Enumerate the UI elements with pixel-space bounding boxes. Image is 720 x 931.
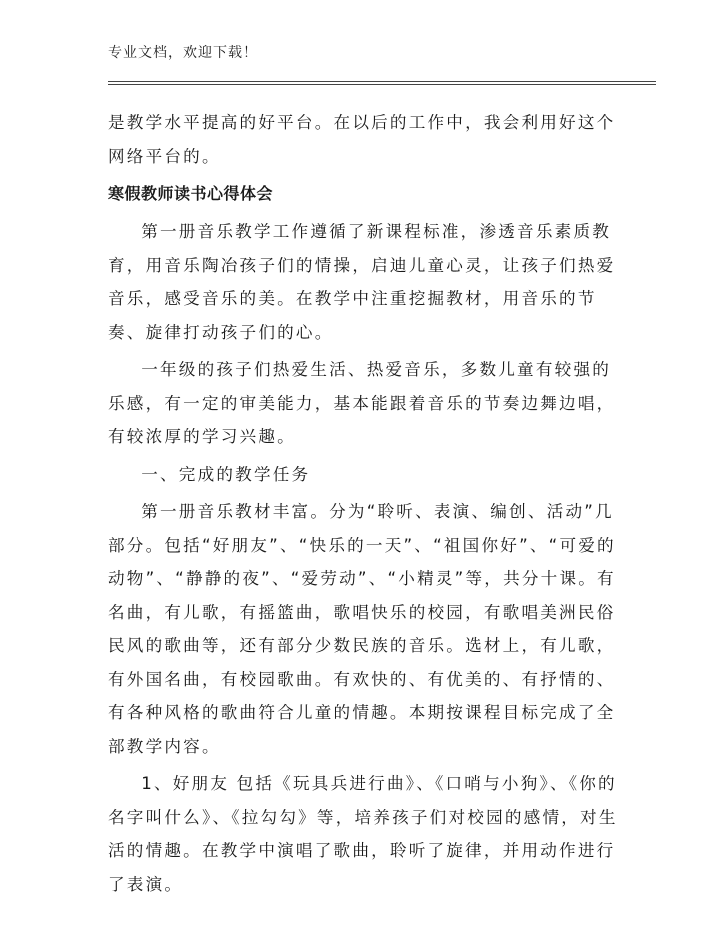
document-body bbox=[108, 106, 624, 901]
paragraph-4: 1、好朋友 包括《玩具兵进行曲》、《口哨与小狗》、《你的名字叫什么》、《拉勾勾》等，培养孩子们对校园的感情，对生活的情趣。在教学中演唱了歌曲，聆听了旋律，并用动作进行了表演。 bbox=[108, 774, 618, 894]
paragraph-1: 第一册音乐教学工作遵循了新课程标准，渗透音乐素质教育，用音乐陶冶孩子们的情操，启迪儿童心灵，让孩子们热爱音乐，感受音乐的美。在教学中注重挖掘教材，用音乐的节奏、旋律打动孩子们的心。 bbox=[108, 222, 616, 342]
intro-paragraph: 是教学水平提高的好平台。在以后的工作中，我会利用好这个网络平台的。 bbox=[108, 113, 616, 166]
section-heading: 一、完成的教学任务 bbox=[141, 464, 311, 484]
header-divider bbox=[108, 81, 656, 85]
paragraph-3: 第一册音乐教材丰富。分为“聆听、表演、编创、活动”几部分。包括“好朋友”、“快乐的一天”、“祖国你好”、“可爱的动物”、“静静的夜”、“爱劳动”、“小精灵”等，共分十课。有名曲，有儿歌，有摇篮曲，歌唱快乐的校园，有歌唱美洲民俗民风的歌曲等，还有部分少数民族的音乐。选材上，有儿歌，有外国名曲，有校园歌曲。有欢快的、有优美的、有抒情的、有各种风格的歌曲符合儿童的情趣。本期按课程目标完成了全部教学内容。 bbox=[108, 502, 616, 756]
header-label: 专业文档，欢迎下载！ bbox=[108, 45, 258, 61]
paragraph-2: 一年级的孩子们热爱生活、热爱音乐，多数儿童有较强的乐感，有一定的审美能力，基本能跟着音乐的节奏边舞边唱，有较浓厚的学习兴趣。 bbox=[108, 360, 616, 446]
article-title: 寒假教师读书心得体会 bbox=[108, 184, 274, 203]
